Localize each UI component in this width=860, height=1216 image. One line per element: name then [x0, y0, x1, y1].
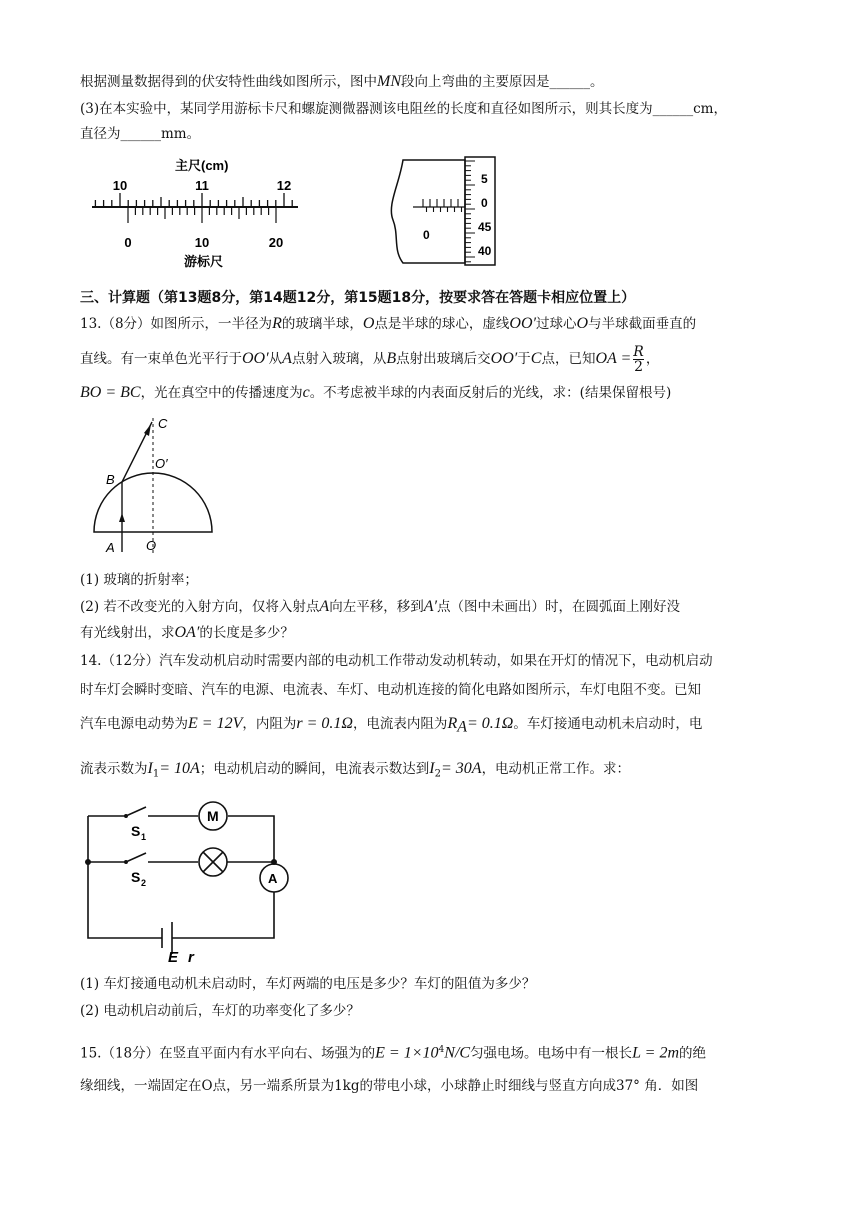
text: 点（图中未画出）时，在圆弧面上刚好没 [436, 599, 680, 615]
q14-sub-1: (1) 车灯接通电动机未启动时，车灯两端的电压是多少？车灯的阻值为多少？ [80, 976, 536, 992]
text: 15.（18分）在竖直平面内有水平向右、场强为的 [80, 1045, 376, 1062]
q13-sub-1: (1) 玻璃的折射率； [80, 572, 198, 588]
main-tick-10: 10 [112, 178, 128, 193]
switch-s2-label: S [131, 869, 141, 885]
text: (2) 若不改变光的入射方向，仅将入射点 [80, 599, 320, 615]
math-r: R [272, 315, 282, 332]
math-oo: OO′ [490, 350, 518, 367]
main-scale-label: 主尺(cm) [175, 158, 229, 173]
math-oo: OO′ [242, 350, 269, 367]
math-c-speed: c [302, 384, 310, 401]
math-o: O [362, 315, 375, 332]
math-ra: R [447, 715, 458, 732]
internal-resistance-label: r [188, 949, 194, 966]
text: 于 [517, 351, 531, 367]
math-l: L = 2m [632, 1044, 680, 1062]
math-e: E = 12V [188, 715, 243, 732]
fraction-numerator: R [633, 344, 644, 360]
fraction [633, 345, 644, 374]
sleeve-zero: 0 [423, 228, 430, 242]
math-i2: I [429, 760, 435, 777]
text: 根据测量数据得到的伏安特性曲线如图所示，图中 [80, 74, 377, 90]
paragraph-line [80, 99, 800, 119]
text: 的长度是多少？ [199, 625, 294, 641]
q14-line-2: 时车灯会瞬时变暗、汽车的电源、电流表、车灯、电动机连接的简化电路如图所示，车灯电阻不变。已知 [80, 682, 701, 698]
q14-line-4 [80, 759, 800, 785]
text: 直径为______mm。 [80, 126, 201, 142]
paragraph-line [80, 124, 800, 144]
thimble-40: 40 [478, 244, 492, 258]
math-a: A [319, 598, 330, 615]
math-i1-sub: 1 [152, 768, 160, 780]
vernier-tick-10: 10 [194, 235, 210, 250]
q13-line-2: 直线。有一束单色光平行于OO′从A点射入玻璃，从B点射出玻璃后交OO′于C点，已知OA = $\frac{R}{2}$ ， [80, 344, 660, 375]
switch-s1-sub: 1 [141, 832, 147, 842]
text: 。车灯接通电动机未启动时，电 [513, 716, 703, 732]
text: 点射入玻璃，从 [291, 351, 387, 367]
motor-label: M [207, 808, 219, 824]
text: 的玻璃半球， [281, 316, 363, 332]
math-bo-bc: BO = BC [80, 384, 141, 401]
math-a-prime: A′ [423, 598, 437, 615]
main-tick-11: 11 [195, 178, 209, 193]
math-e: E = 1×10 [375, 1044, 439, 1062]
text: 点射出玻璃后交 [396, 351, 491, 367]
q15-line-2: 缘细线，一端固定在O点，另一端系所景为1kg的带电小球，小球静止时细线与竖直方向成37° 角．如图 [80, 1078, 699, 1094]
text: ，内阻为 [242, 716, 297, 732]
vernier-tick-20: 20 [268, 235, 284, 250]
main-tick-12: 12 [276, 178, 292, 193]
text: 流表示数为 [80, 761, 148, 777]
fraction-denominator: 2 [634, 359, 644, 375]
vernier-scale-label: 游标尺 [184, 254, 224, 269]
text: 点，已知 [541, 351, 596, 367]
text: (3)在本实验中，某同学用游标卡尺和螺旋测微器测该电阻丝的长度和直径如图所示，则其长度为______cm， [80, 101, 727, 117]
math-oo: OO′ [509, 315, 537, 332]
text: 。不考虑被半球的内表面反射后的光线，求：(结果保留根号) [309, 385, 672, 401]
text: ，光在真空中的传播速度为 [140, 385, 303, 401]
math-ra-sub: A [457, 718, 467, 736]
switch-s2-sub: 2 [141, 878, 147, 888]
q13-sub-2-line-1 [80, 597, 800, 617]
emf-label: E [168, 949, 179, 966]
label-a: A [106, 540, 115, 555]
text: 匀强电场。电场中有一根长 [470, 1045, 633, 1062]
hemisphere-figure [82, 410, 222, 560]
text: ；电动机启动的瞬间，电流表示数达到 [199, 761, 430, 777]
math-b: B [386, 350, 397, 367]
paragraph-line [80, 72, 800, 92]
circuit-figure [78, 798, 298, 968]
text: 从 [268, 351, 283, 367]
q13-line-3 [80, 383, 800, 403]
vernier-caliper-figure [80, 152, 310, 272]
math-e-unit: N/C [444, 1044, 471, 1062]
math-o: O [576, 315, 589, 332]
label-o-prime: O′ [155, 456, 168, 471]
label-o: O [146, 538, 157, 553]
label-c: C [158, 416, 168, 431]
math-r: r = 0.1Ω [296, 715, 353, 732]
text: 直线。有一束单色光平行于 [80, 351, 242, 367]
thimble-5: 5 [481, 172, 488, 186]
math-c: C [530, 350, 542, 367]
vernier-tick-0: 0 [124, 235, 132, 250]
text: 有光线射出，求 [80, 625, 175, 641]
math-oa-prime: OA′ [174, 624, 200, 641]
math-a: A [282, 350, 292, 367]
text: 过球心 [536, 316, 577, 332]
micrometer-figure [385, 155, 505, 270]
section-heading: 三、计算题（第13题8分，第14题12分，第15题18分，按要求答在答题卡相应位置上） [80, 290, 636, 306]
text: 与半球截面垂直的 [588, 316, 697, 332]
label-b: B [106, 472, 115, 487]
q13-line-1 [80, 314, 800, 334]
math-oa: OA = [595, 350, 632, 367]
math-e-exp: 4 [438, 1045, 445, 1055]
math-mn: MN [377, 73, 401, 90]
text: ，电流表内阻为 [352, 716, 448, 732]
text: 向左平移，移到 [329, 599, 424, 615]
math-ra-val: = 0.1Ω [467, 715, 514, 732]
q15-line-1 [80, 1040, 800, 1064]
switch-s1-label: S [131, 823, 141, 839]
math-i2-val: = 30A [440, 760, 482, 777]
q14-sub-2: (2) 电动机启动前后，车灯的功率变化了多少？ [80, 1003, 360, 1019]
text: 的绝 [679, 1045, 707, 1062]
q14-line-3 [80, 714, 800, 738]
text: ，电动机正常工作。求： [481, 761, 631, 777]
q14-line-1: 14.（12分）汽车发动机启动时需要内部的电动机工作带动发动机转动，如果在开灯的情况下，电动机启动 [80, 653, 713, 669]
text: 段向上弯曲的主要原因是______。 [401, 74, 604, 90]
thimble-45: 45 [478, 220, 492, 234]
text: 点是半球的球心，虚线 [374, 316, 510, 332]
thimble-0: 0 [481, 196, 488, 210]
q13-sub-2-line-2 [80, 623, 800, 643]
ammeter-label: A [268, 871, 278, 886]
math-i1-val: = 10A [159, 760, 200, 777]
text: 汽车电源电动势为 [80, 716, 188, 732]
math-i1: I [147, 760, 153, 777]
text: 13.（8分）如图所示，一半径为 [80, 316, 273, 332]
math-i2-sub: 2 [434, 768, 441, 780]
